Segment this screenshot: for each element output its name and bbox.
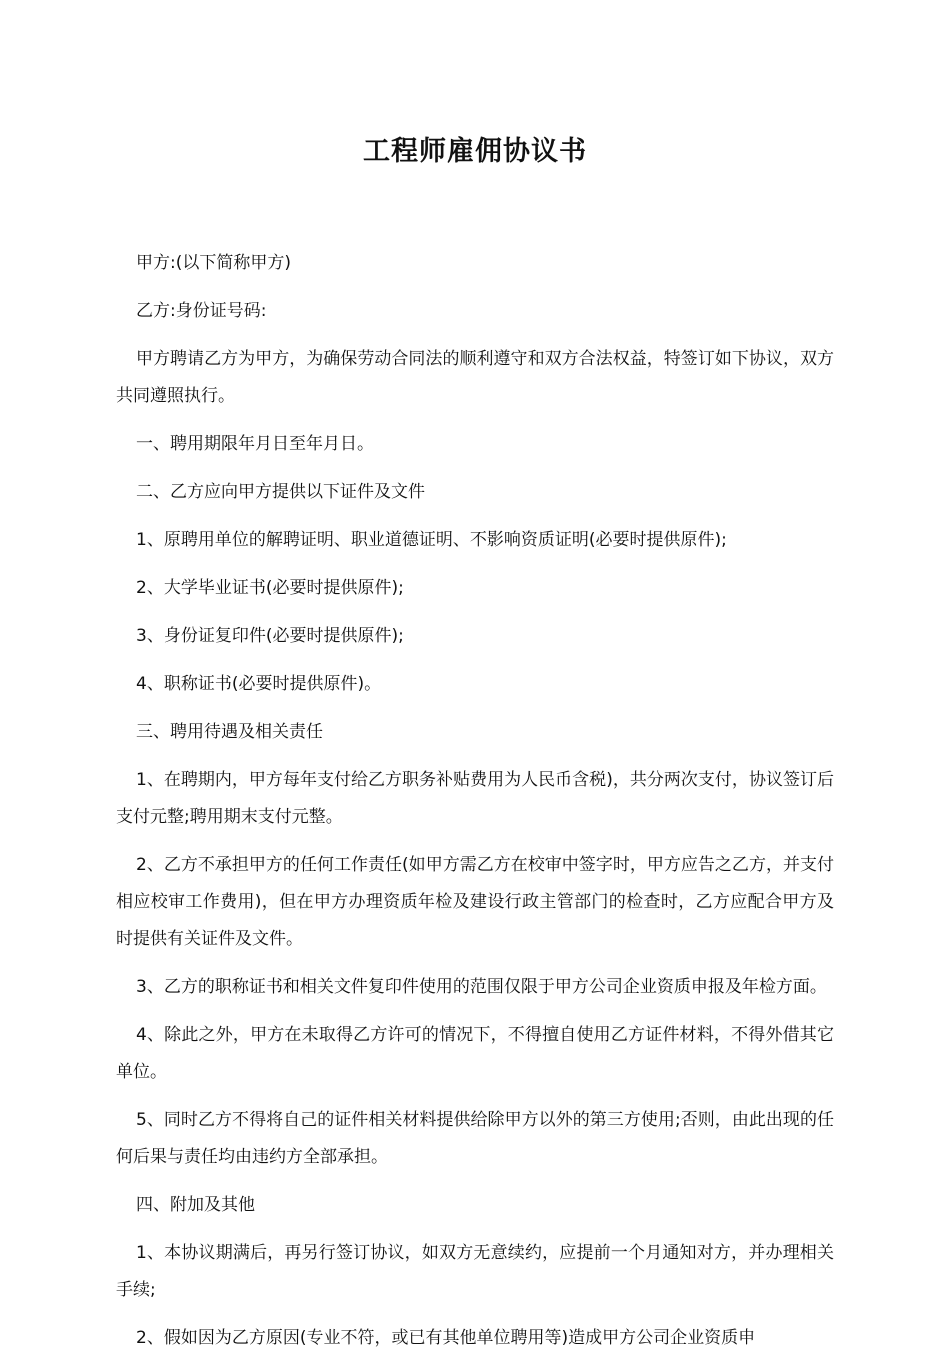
document-title: 工程师雇佣协议书 [363,136,587,167]
section-4-item-1: 1、本协议期满后，再另行签订协议，如双方无意续约，应提前一个月通知对方，并办理相关手续; [116,1243,834,1300]
party-b-line: 乙方:身份证号码: [136,301,267,321]
section-2-item-2: 2、大学毕业证书(必要时提供原件); [136,578,404,598]
section-3-item-3: 3、乙方的职称证书和相关文件复印件使用的范围仅限于甲方公司企业资质申报及年检方面。 [136,977,827,997]
section-3-item-1: 1、在聘期内，甲方每年支付给乙方职务补贴费用为人民币含税)，共分两次支付，协议签订后支付元整;聘用期末支付元整。 [116,770,834,827]
section-2-item-1: 1、原聘用单位的解聘证明、职业道德证明、不影响资质证明(必要时提供原件); [136,530,727,550]
section-1-heading: 一、聘用期限年月日至年月日。 [136,434,374,454]
document-body [116,245,834,1368]
section-4-heading: 四、附加及其他 [136,1195,255,1215]
party-a-line: 甲方:(以下简称甲方) [136,253,291,273]
section-2-heading: 二、乙方应向甲方提供以下证件及文件 [136,482,425,502]
section-3-item-4: 4、除此之外，甲方在未取得乙方许可的情况下，不得擅自使用乙方证件材料，不得外借其它单位。 [116,1025,834,1082]
section-4-item-2: 2、假如因为乙方原因(专业不符，或已有其他单位聘用等)造成甲方公司企业资质申 [136,1328,756,1348]
section-3-item-2: 2、乙方不承担甲方的任何工作责任(如甲方需乙方在校审中签字时，甲方应告之乙方，并支付相应校审工作费用)，但在甲方办理资质年检及建设行政主管部门的检查时，乙方应配合甲方及时提供有关证件及文件。 [116,855,834,949]
section-3-heading: 三、聘用待遇及相关责任 [136,722,323,742]
intro-paragraph: 甲方聘请乙方为甲方，为确保劳动合同法的顺利遵守和双方合法权益，特签订如下协议，双方共同遵照执行。 [116,349,834,406]
section-3-item-5: 5、同时乙方不得将自己的证件相关材料提供给除甲方以外的第三方使用;否则，由此出现的任何后果与责任均由违约方全部承担。 [116,1110,834,1167]
section-2-item-3: 3、身份证复印件(必要时提供原件); [136,626,404,646]
section-2-item-4: 4、职称证书(必要时提供原件)。 [136,674,382,694]
